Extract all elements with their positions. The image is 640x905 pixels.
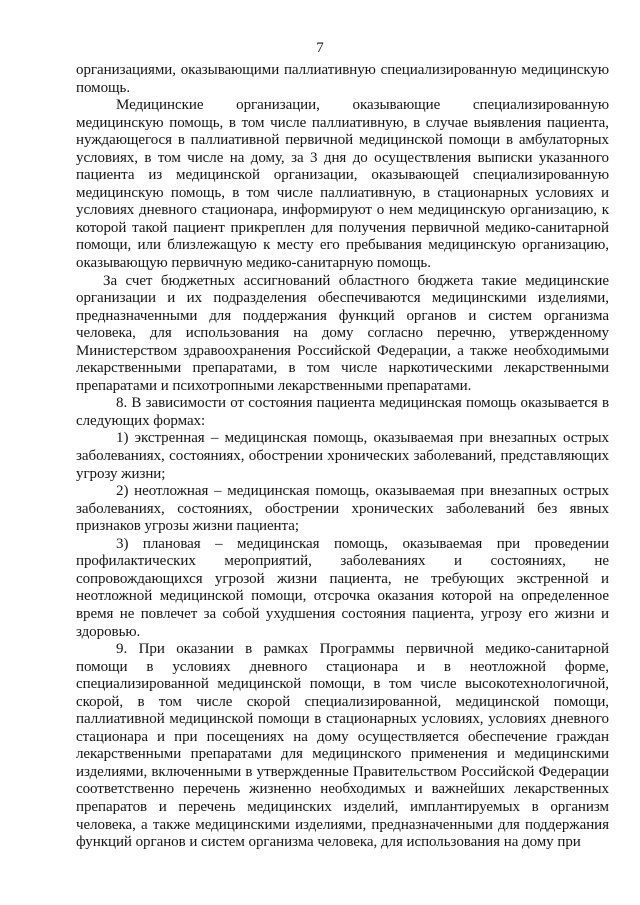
paragraph-palliative-notification: Медицинские организации, оказывающие специализированную медицинскую помощь, в том числе паллиативную, в случае выявления пациента, нуждающегося в паллиативной первичной медицинской помощи в амбулаторных условиях, в том числе на дому, за 3 дня до осуществления выписки указанного пациента из медицинской организации, оказывающей специализированную медицинскую помощь, в том числе паллиативную, в стационарных условиях и условиях дневного стационара, информируют о нем медицинскую организацию, к которой такой пациент прикреплен для получения первичной медико-санитарной помощи, или близлежащую к месту его пребывания медицинскую организацию, оказывающую первичную медико-санитарную помощь. [76,97,609,272]
paragraph-section-9: 9. При оказании в рамках Программы первичной медико-санитарной помощи в условиях дневного стационара и в неотложной форме, специализированной медицинской помощи, в том числе высокотехнологичной, скорой, в том числе скорой специализированной, медицинской помощи, паллиативной медицинской помощи в стационарных условиях, условиях дневного стационара и при посещениях на дому осуществляется обеспечение граждан лекарственными препаратами для медицинского применения и медицинскими изделиями, включенными в утвержденные Правительством Российской Федерации соответственно перечень жизненно необходимых и важнейших лекарственных препаратов и перечень медицинских изделий, имплантируемых в организм человека, а также медицинскими изделиями, предназначенными для поддержания функций органов и систем организма человека, для использования на дому при [76,641,609,851]
list-item-emergency: 1) экстренная – медицинская помощь, оказываемая при внезапных острых заболеваниях, состояниях, обострении хронических заболеваний, представляющих угрозу жизни; [76,430,609,482]
page-number: 7 [316,40,324,56]
paragraph-section-8: 8. В зависимости от состояния пациента медицинская помощь оказывается в следующих формах: [76,395,609,429]
list-item-urgent: 2) неотложная – медицинская помощь, оказываемая при внезапных острых заболеваниях, состояниях, обострении хронических заболеваний без явных признаков угрозы жизни пациента; [76,483,609,535]
document-body [76,62,609,852]
list-item-planned: 3) плановая – медицинская помощь, оказываемая при проведении профилактических мероприятий, заболеваниях и состояниях, не сопровождающихся угрозой жизни пациента, не требующих экстренной и неотложной медицинской помощи, отсрочка оказания которой на определенное время не повлечет за собой ухудшения состояния пациента, угрозу его жизни и здоровью. [76,535,609,640]
paragraph-continuation: организациями, оказывающими паллиативную специализированную медицинскую помощь. [76,62,609,96]
paragraph-budget-funding: За счет бюджетных ассигнований областного бюджета такие медицинские организации и их подразделения обеспечиваются медицинскими изделиями, предназначенными для поддержания функций органов и систем организма человека, для использования на дому согласно перечню, утвержденному Министерством здравоохранения Российской Федерации, а также необходимыми лекарственными препаратами, в том числе наркотическими лекарственными препаратами и психотропными лекарственными препаратами. [76,272,609,394]
